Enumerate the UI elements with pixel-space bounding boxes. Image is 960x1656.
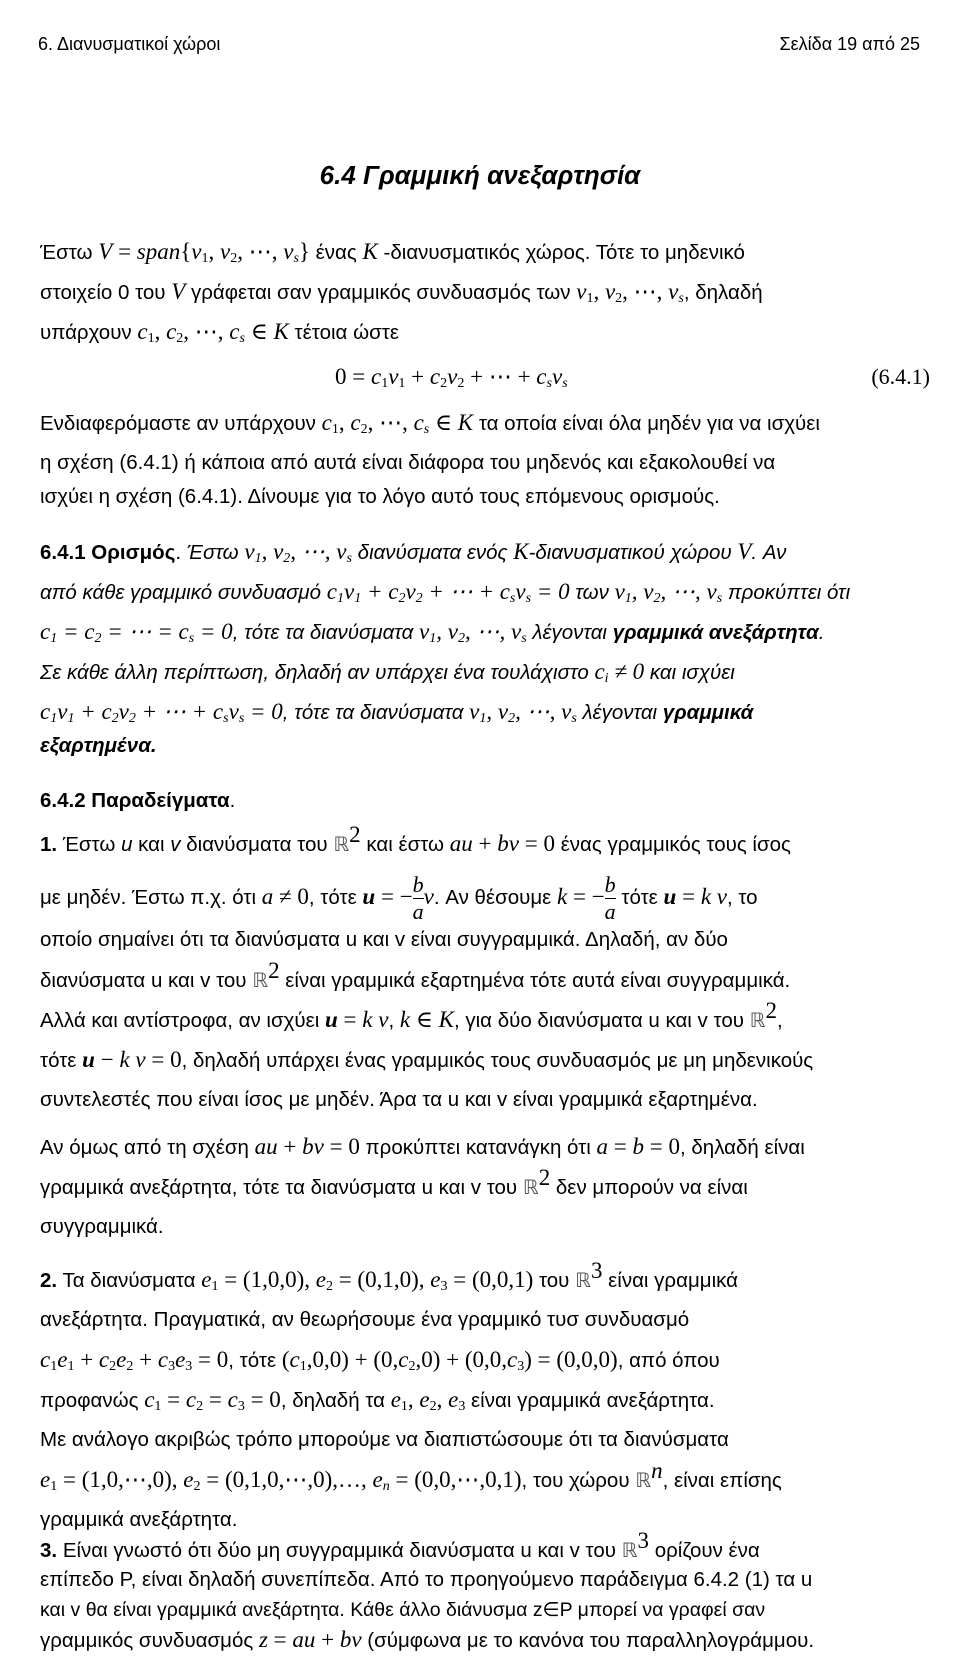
example-line: συντελεστές που είναι ίσος με μηδέν. Άρα τα u και v είναι γραμμικά εξαρτημένα. bbox=[40, 1088, 758, 1111]
example-line: συγγραμμικά. bbox=[40, 1215, 164, 1238]
example-line: γραμμικά ανεξάρτητα, τότε τα διανύσματα u και v του ℝ$^2$ δεν μπορούν να είναι bbox=[40, 1165, 748, 1199]
example-line: $c_1e_1 + c_2e_2 + c_3e_3 = 0$, τότε $(c_1,0,0) + (0,c_2,0) + (0,0,c_3) = (0,0,0)$, από όπου bbox=[40, 1347, 720, 1374]
example-line: ανεξάρτητα. Πραγματικά, αν θεωρήσουμε ένα γραμμικό τυσ συνδυασμό bbox=[40, 1308, 690, 1331]
example-line: γραμμικός συνδυασμός z = au + bv (σύμφωνα με το κανόνα του παραλληλογράμμου. bbox=[40, 1627, 815, 1652]
example-line: και v θα είναι γραμμικά ανεξάρτητα. Κάθε άλλο διάνυσμα z∈P μπορεί να γραφεί σαν bbox=[40, 1599, 766, 1621]
definition-line: εξαρτημένα. bbox=[40, 734, 157, 757]
header-page-number: Σελίδα 19 από 25 bbox=[779, 34, 920, 54]
example-line: προφανώς $c_1 = c_2 = c_3 = 0$, δηλαδή τα $e_1$, $e_2$, $e_3$ είναι γραμμικά ανεξάρτητα. bbox=[40, 1387, 715, 1414]
example-line: 1. Έστω u και v διανύσματα του ℝ$^2$ και έστω au + bv = 0 ένας γραμμικός τους ίσος bbox=[40, 822, 791, 856]
definition-label: 6.4.1 Ορισμός bbox=[40, 541, 176, 564]
examples-heading: 6.4.2 Παραδείγματα. bbox=[40, 789, 236, 812]
example-line: επίπεδο P, είναι δηλαδή συνεπίπεδα. Από το προηγούμενο παράδειγμα 6.4.2 (1) τα u bbox=[40, 1568, 813, 1591]
example-line: τότε u − k v = 0, δηλαδή υπάρχει ένας γραμμικός τους συνδυασμός με μη μηδενικούς bbox=[40, 1047, 814, 1072]
definition-line: 6.4.1 Ορισμός. Έστω $v_1$, $v_2$, ⋯, $v_s$ διανύσματα ενός K-διανυσματικού χώρου V. Αν bbox=[40, 539, 787, 566]
section-title: 6.4 Γραμμική ανεξαρτησία bbox=[319, 160, 641, 190]
definition-line: από κάθε γραμμικό συνδυασμό $c_1v_1 + c_2v_2$ + ⋯ + $c_sv_s = 0$ των $v_1$, $v_2$, ⋯, $v_s$ προκύπτει ότι bbox=[40, 579, 851, 606]
text-line: Έστω $V = span\{v_1$, $v_2$, ⋯, $v_s$} ένας K -διανυσματικός χώρος. Τότε το μηδενικό bbox=[40, 239, 745, 266]
text-line: ισχύει η σχέση (6.4.1). Δίνουμε για το λόγο αυτό τους επόμενους ορισμούς. bbox=[40, 485, 720, 508]
example-line: Αν όμως από τη σχέση au + bv = 0 προκύπτει κατανάγκη ότι a = b = 0, δηλαδή είναι bbox=[40, 1134, 805, 1159]
example-line: οποίο σημαίνει ότι τα διανύσματα u και v είναι συγγραμμικά. Δηλαδή, αν δύο bbox=[40, 928, 728, 951]
text-line: η σχέση (6.4.1) ή κάποια από αυτά είναι διάφορα του μηδενός και εξακολουθεί να bbox=[40, 451, 776, 474]
example-line: Με ανάλογο ακριβώς τρόπο μπορούμε να διαπιστώσουμε ότι τα διανύσματα bbox=[40, 1428, 729, 1451]
example-line: γραμμικά ανεξάρτητα. bbox=[40, 1508, 238, 1531]
text-line: υπάρχουν $c_1$, $c_2$, ⋯, $c_s$ ∈ K τέτοια ώστε bbox=[40, 319, 399, 346]
example-line: διανύσματα u και v του ℝ$^2$ είναι γραμμικά εξαρτημένα τότε αυτά είναι συγγραμμικά. bbox=[40, 958, 791, 992]
definition-line: $c_1 = c_2$ = ⋯ = $c_s = 0$, τότε τα διανύσματα $v_1$, $v_2$, ⋯, $v_s$ λέγονται γραμμικά ανεξάρτητα. bbox=[40, 619, 825, 646]
example-line: με μηδέν. Έστω π.χ. ότι a ≠ 0, τότε u = − $\frac{b}{a}$ v. Αν θέσουμε k = − $\frac{b}{a}$ τότε u = k v, το bbox=[40, 872, 758, 924]
equation-number: (6.4.1) bbox=[871, 364, 930, 389]
definition-line: $c_1v_1 + c_2v_2$ + ⋯ + $c_sv_s = 0$, τότε τα διανύσματα $v_1$, $v_2$, ⋯, $v_s$ λέγονται γραμμικά bbox=[40, 699, 754, 726]
text-line: Ενδιαφερόμαστε αν υπάρχουν $c_1$, $c_2$, ⋯, $c_s$ ∈ K τα οποία είναι όλα μηδέν για να ισχύει bbox=[40, 410, 820, 437]
header-chapter: 6. Διανυσματικοί χώροι bbox=[38, 34, 221, 54]
text-line: στοιχείο 0 του V γράφεται σαν γραμμικός συνδυασμός των $v_1$, $v_2$, ⋯, $v_s$, δηλαδή bbox=[40, 279, 763, 306]
example-line: 2. Τα διανύσματα $e_1 = (1,0,0)$, $e_2 = (0,1,0)$, $e_3 = (0,0,1)$ του ℝ$^3$ είναι γραμμικά bbox=[40, 1258, 738, 1294]
example-line: $e_1$ = (1,0,⋯,0), $e_2$ = (0,1,0,⋯,0),…, $e_n$ = (0,0,⋯,0,1), του χώρου ℝ$^n$, είναι επίσης bbox=[40, 1458, 782, 1494]
definition-line: Σε κάθε άλλη περίπτωση, δηλαδή αν υπάρχει ένα τουλάχιστο $c_i \ne 0$ και ισχύει bbox=[40, 659, 735, 686]
example-line: Αλλά και αντίστροφα, αν ισχύει u = k v, k ∈ K, για δύο διανύσματα u και v του ℝ$^2$, bbox=[40, 998, 783, 1032]
example-line: 3. Είναι γνωστό ότι δύο μη συγγραμμικά διανύσματα u και v του ℝ$^3$ ορίζουν ένα bbox=[40, 1528, 760, 1562]
